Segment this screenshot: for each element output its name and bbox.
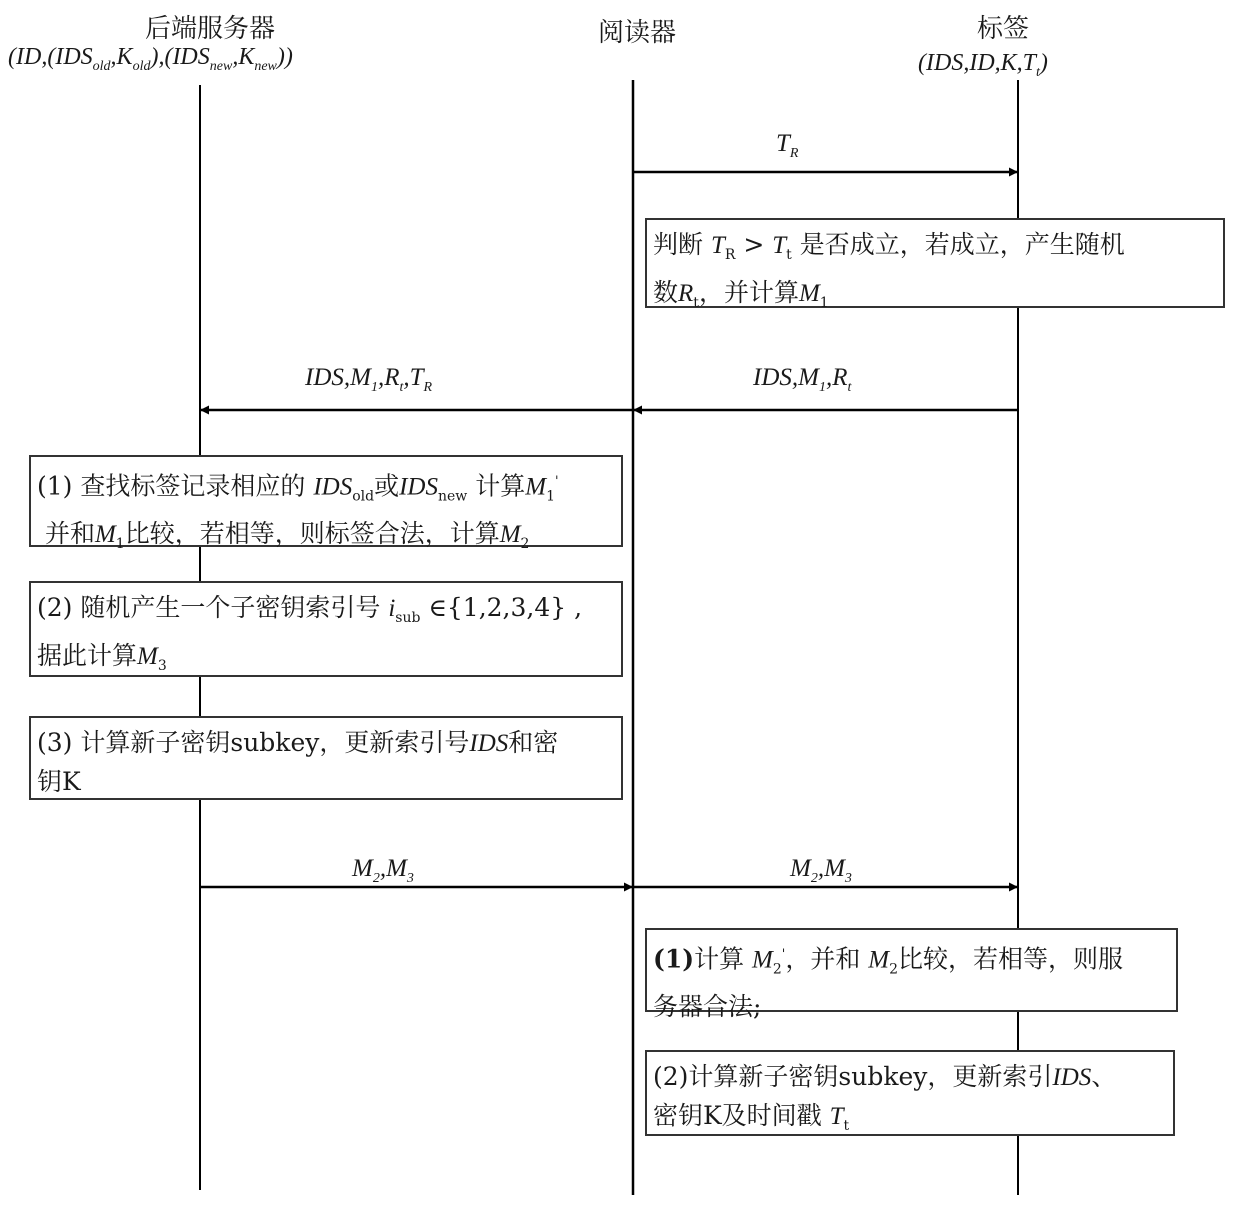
note-server-step3 (29, 716, 623, 800)
reader-name: 阅读器 (598, 18, 677, 48)
server-name: 后端服务器 (145, 14, 276, 44)
note-tag-step2-line1: (2)计算新子密钥subkey，更新索引IDS、 (653, 1062, 1117, 1091)
note-server-step3-line1: (3) 计算新子密钥subkey，更新索引号IDS和密 (37, 728, 559, 757)
tag-params: $(IDS,ID,K,T_t)$ (918, 50, 1048, 80)
message-label-m2-m3-server: $M_2,M_3$ (352, 855, 414, 886)
message-label-ids-m1-rt: $IDS,M_1,R_t$ (753, 364, 852, 395)
message-label-tr: $T_R$ (776, 130, 799, 161)
message-label-m2-m3-reader: $M_2,M_3$ (790, 855, 852, 886)
note-tag-step1 (645, 928, 1178, 1022)
note-tag-check-line1: 判断 $T_R > T_t$ 是否成立，若成立，产生随机 (653, 230, 1125, 263)
note-server-step2 (29, 581, 623, 677)
note-server-step1-line1: (1) 查找标签记录相应的 $IDS_{old}$或$IDS_{new}$ 计算$M_1'$ (37, 471, 559, 505)
note-server-step1-line2: 并和$M_1$比较，若相等，则标签合法，计算$M_2$ (37, 519, 530, 553)
note-server-step2-line2: 据此计算$M_3$ (37, 641, 167, 674)
tag-participant (977, 8, 1029, 45)
message-label-ids-m1-rt-tr: $IDS,M_1,R_t,T_R$ (305, 364, 433, 395)
tag-name: 标签 (977, 14, 1030, 44)
note-tag-step1-line1: (1)计算 $M_2'$，并和 $M_2$比较，若相等，则服 (653, 944, 1124, 978)
note-server-step2-line1: (2) 随机产生一个子密钥索引号 $i_{sub}$ ∈{1,2,3,4} , (37, 593, 583, 626)
note-server-step1 (29, 455, 623, 553)
note-tag-step1-line2: 务器合法; (653, 992, 762, 1022)
server-params: $(ID,(IDS_{old},K_{old}),(IDS_{new},K_{new}))$ (8, 44, 293, 74)
note-server-step3-line2: 钥K (37, 767, 81, 796)
reader-participant (598, 12, 676, 49)
note-tag-check (645, 218, 1225, 311)
note-tag-step2 (645, 1050, 1175, 1136)
note-tag-check-line2: 数$R_t$，并计算$M_1$ (653, 278, 829, 311)
note-tag-step2-line2: 密钥K及时间戳 $T_t$ (653, 1101, 850, 1134)
server-participant (145, 8, 275, 45)
